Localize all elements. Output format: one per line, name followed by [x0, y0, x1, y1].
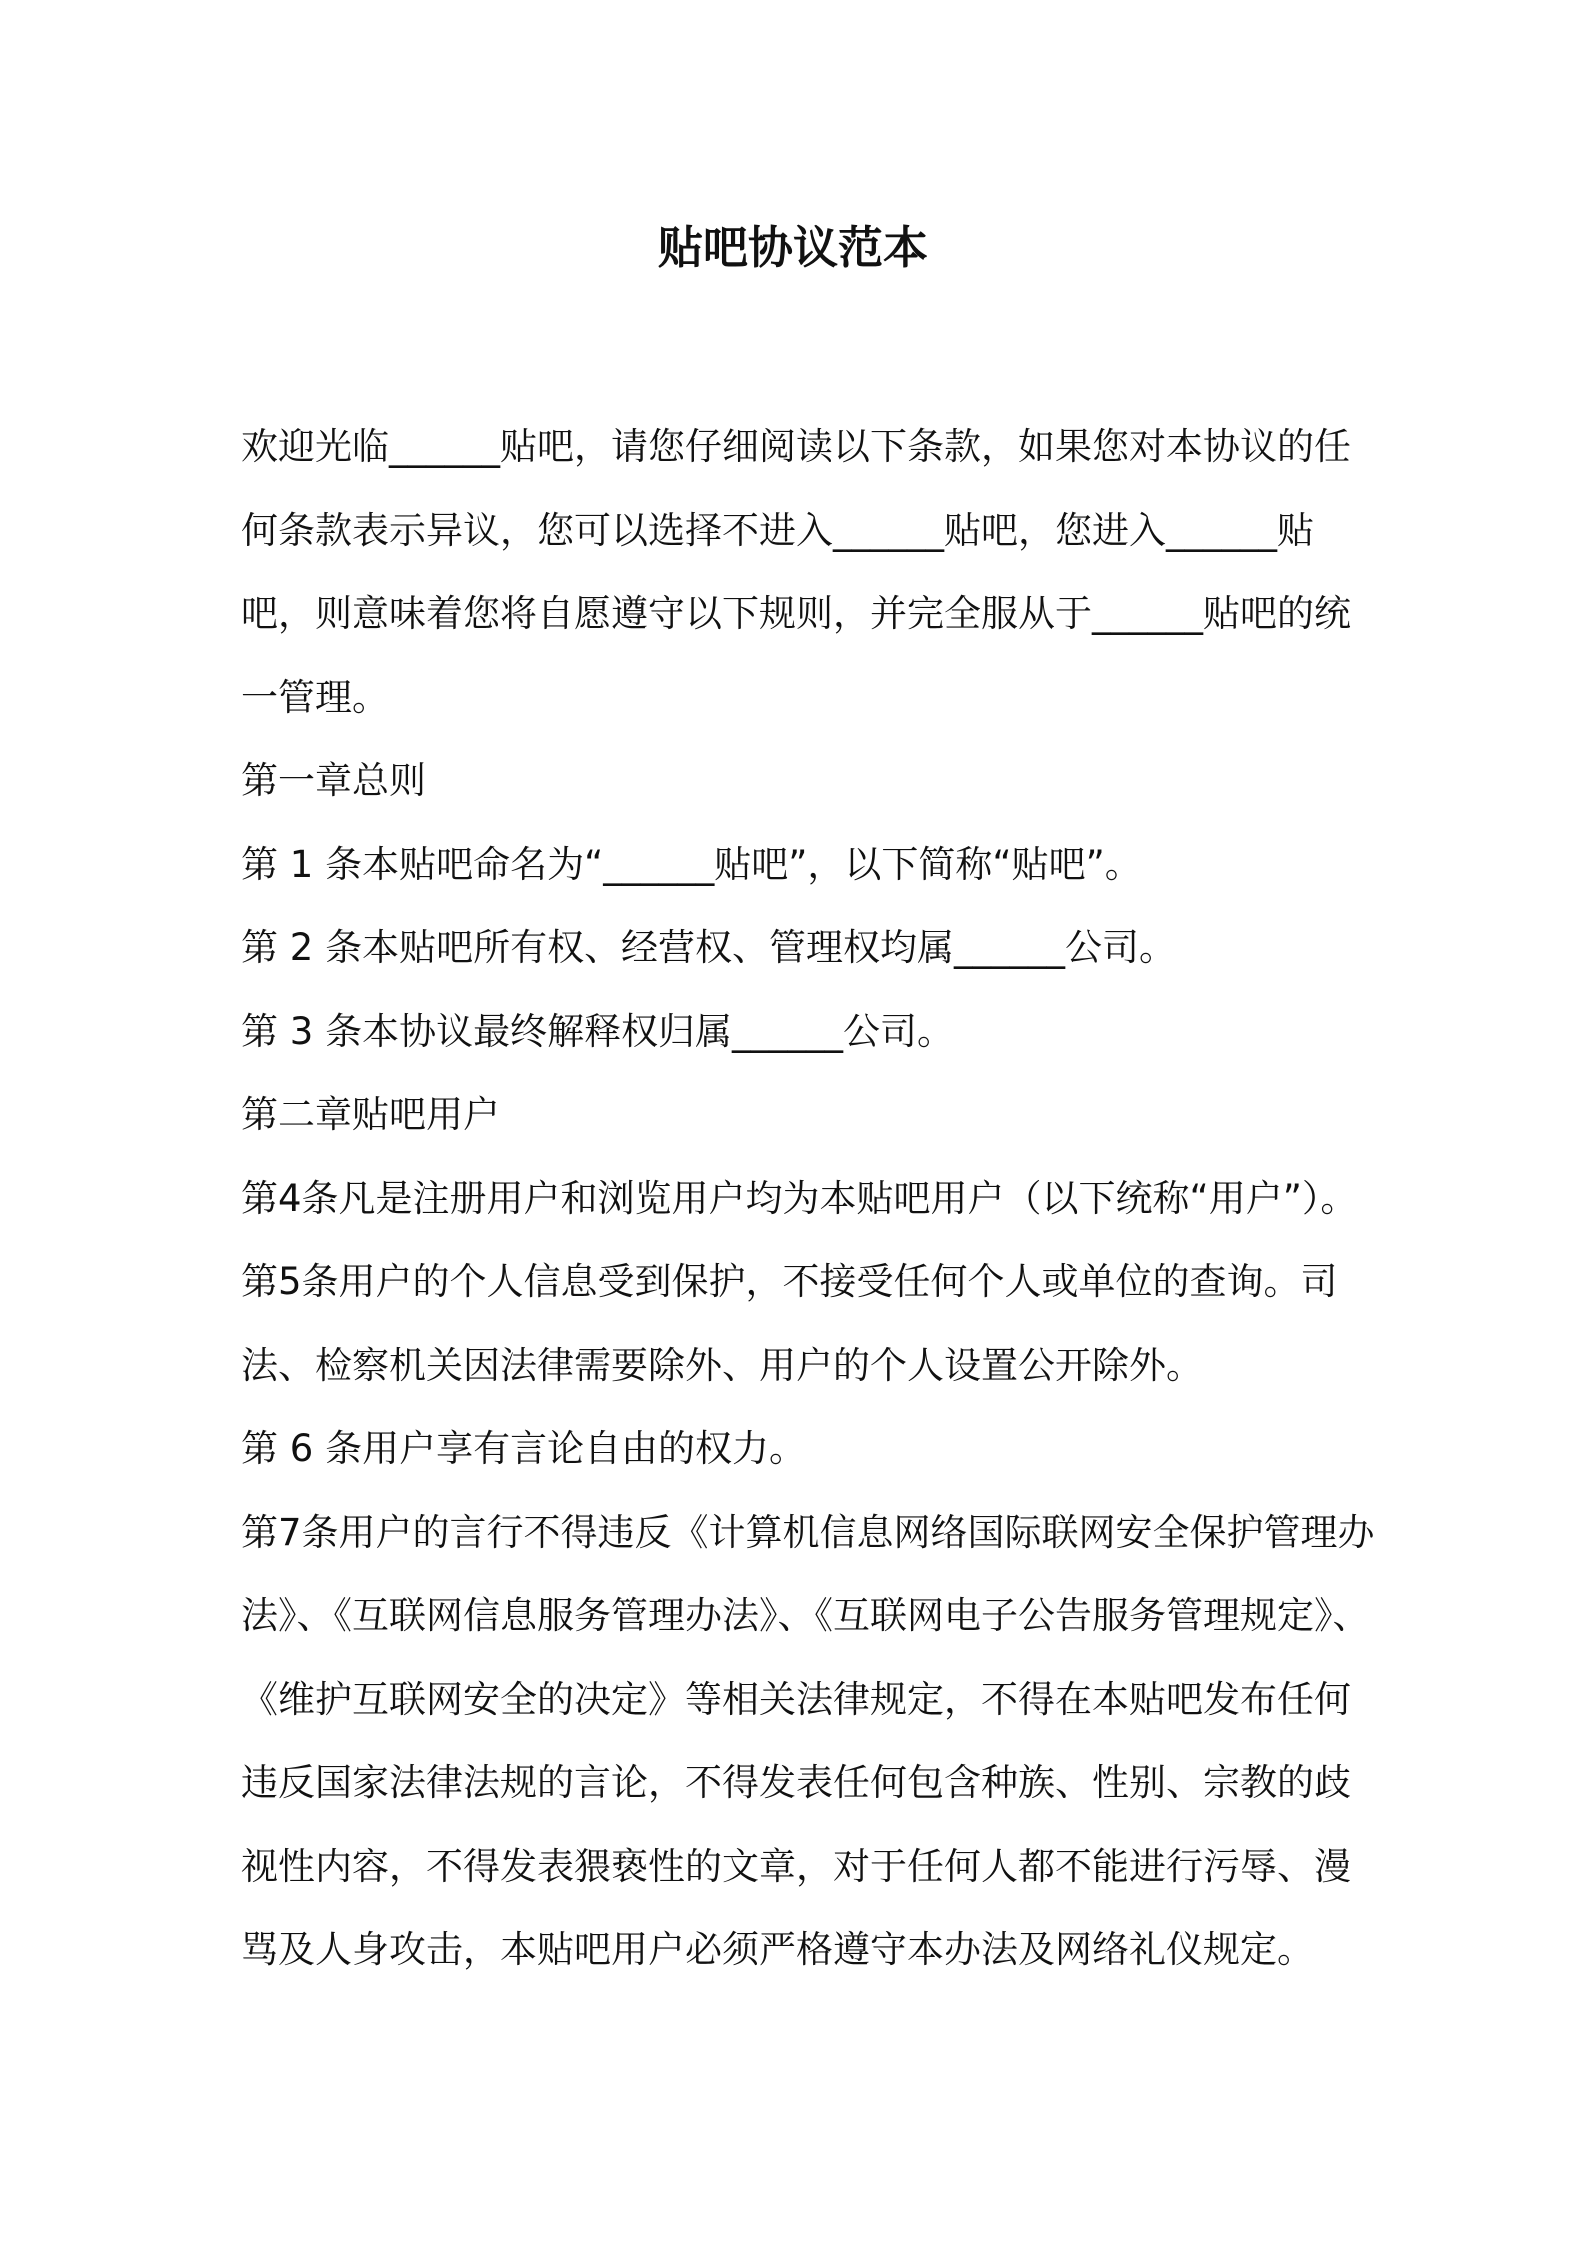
document-title: 贴吧协议范本: [657, 221, 928, 274]
chapter-2-heading: 第二章贴吧用户: [241, 1093, 500, 1136]
chapter-1-heading: 第一章总则: [241, 759, 426, 802]
article-3: 第 3 条本协议最终解释权归属______公司。: [241, 1009, 955, 1053]
article-5: 第5条用户的个人信息受到保护，不接受任何个人或单位的查询。司法、检察机关因法律需要除外、用户的个人设置公开除外。: [241, 1260, 1338, 1387]
article-4: 第4条凡是注册用户和浏览用户均为本贴吧用户（以下统称“用户”）。: [241, 1176, 1358, 1220]
article-2: 第 2 条本贴吧所有权、经营权、管理权均属______公司。: [241, 926, 1177, 969]
article-1: 第 1 条本贴吧命名为“______贴吧”，以下简称“贴吧”。: [241, 842, 1142, 886]
document-body: [241, 405, 1376, 1992]
intro-paragraph: 欢迎光临______贴吧，请您仔细阅读以下条款，如果您对本协议的任何条款表示异议，您可以选择不进入______贴吧，您进入______贴吧，则意味着您将自愿遵守以下规则，并完全服从于______贴吧的统一管理。: [241, 425, 1351, 719]
article-6: 第 6 条用户享有言论自由的权力。: [241, 1427, 807, 1470]
article-7: 第7条用户的言行不得违反《计算机信息网络国际联网安全保护管理办法》、《互联网信息服务管理办法》、《互联网电子公告服务管理规定》、《维护互联网安全的决定》等相关法律规定，不得在本贴吧发布任何违反国家法律法规的言论，不得发表任何包含种族、性别、宗教的歧视性内容，不得发表猥亵性的文章，对于任何人都不能进行污辱、漫骂及人身攻击，本贴吧用户必须严格遵守本办法及网络礼仪规定。: [241, 1510, 1375, 1971]
